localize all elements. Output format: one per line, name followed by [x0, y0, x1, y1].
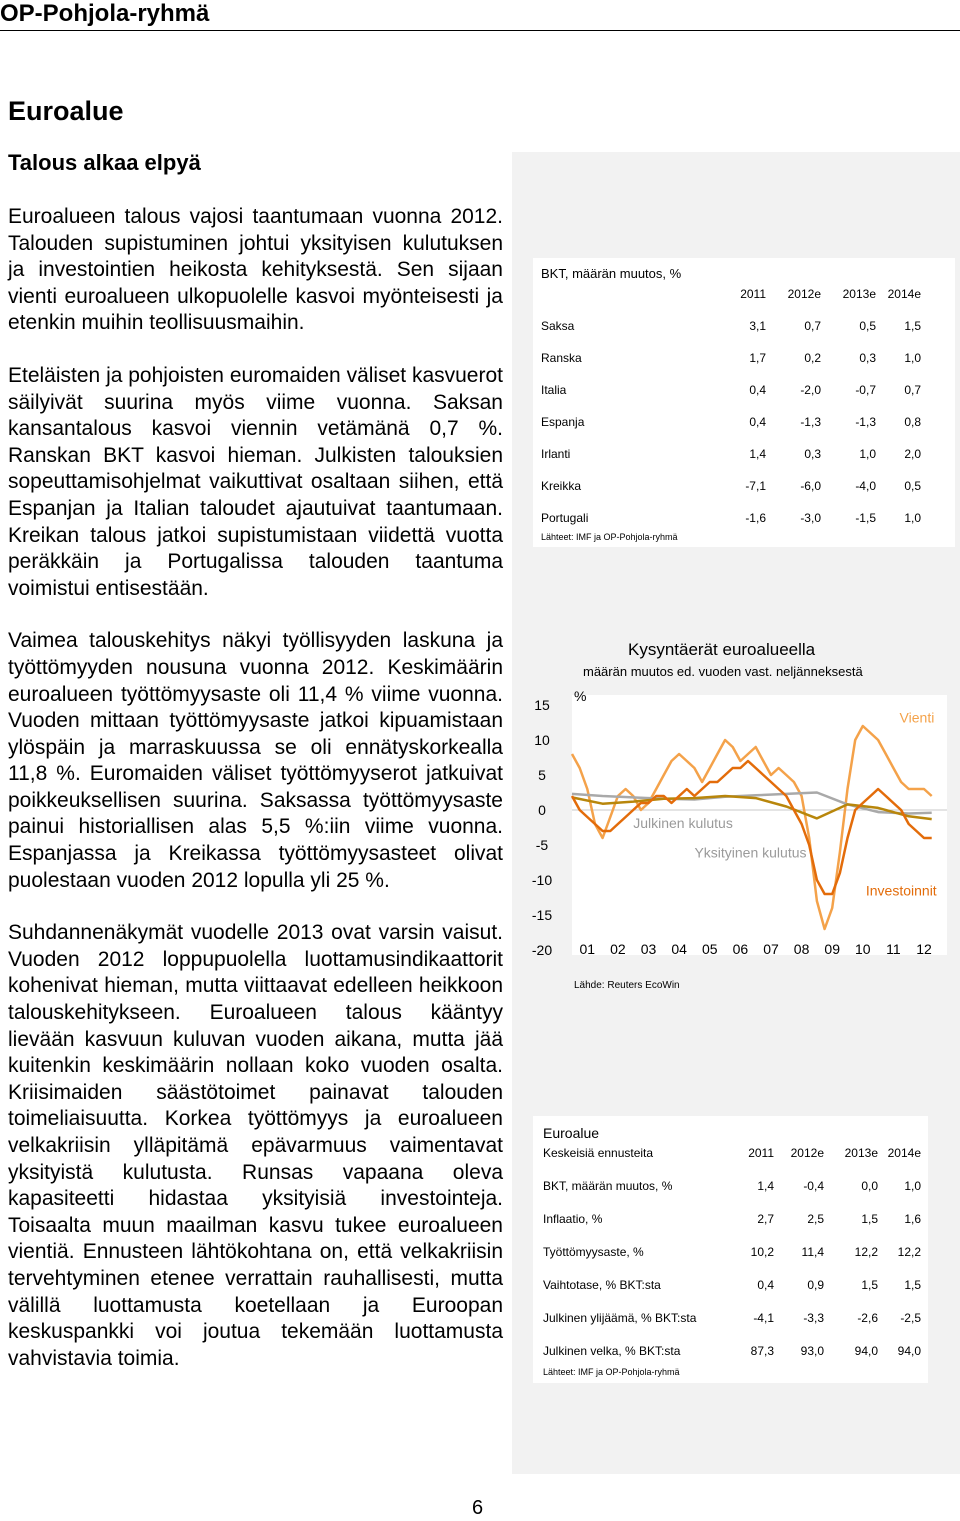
row-label: Vaihtotase, % BKT:sta [543, 1277, 661, 1292]
cell: 0,8 [904, 415, 921, 429]
forecast-header-row [543, 1136, 921, 1169]
cell: 0,4 [749, 383, 766, 397]
year-header: 2011 [748, 1145, 774, 1160]
cell: -1,6 [745, 511, 766, 525]
x-tick-label: 12 [916, 941, 932, 957]
cell: 1,5 [861, 1211, 878, 1226]
table-row [543, 1169, 921, 1202]
paragraph: Suhdannenäkymät vuodelle 2013 ovat varsin vaisut. Vuoden 2012 loppupuolella luottamusindikaattorit kohenivat hieman, mutta viittaavat edelleen heikkoon talouskehitykseen. Euroalueen talous kääntyy lievään kasvuun kuluvan vuoden aikana, mutta jää kuitenkin keskimäärin nollaan koko vuoden osalta. Kriisimaiden säästötoimet painavat talouden toimeliaisuutta. Korkea työttömyys ja euroalueen velkakriisin ylläpitämä epävarmuus vaimentavat yksityistä kulutusta. Runsas vapaana oleva kapasiteetti hidastaa yksityisiä investointeja. Toisaalta muun maailman kasvu tukee euroalueen vientiä. Ennusteen lähtökohtana on, että velkakriisin tervehtyminen etenee verrattain rauhallisesti, mutta välillä luottamusta koetellaan ja Euroopan keskuspankki voi joutua tekemään luottamusta vahvistavia toimia. [8, 921, 503, 1370]
y-tick-label: 5 [538, 767, 546, 783]
demand-chart [512, 680, 960, 1010]
cell: -0,4 [803, 1178, 824, 1193]
table-row [541, 310, 921, 342]
cell: 1,0 [904, 351, 921, 365]
row-label: Julkinen ylijäämä, % BKT:sta [543, 1310, 697, 1325]
forecast-subtitle: Keskeisiä ennusteita [543, 1145, 654, 1160]
cell: 1,5 [861, 1277, 878, 1292]
table-row [543, 1268, 921, 1301]
table-row [541, 470, 921, 502]
cell: 0,9 [807, 1277, 824, 1292]
series-label: Yksityinen kulutus [694, 844, 807, 861]
cell: 2,0 [904, 447, 921, 461]
cell: 94,0 [854, 1343, 878, 1358]
x-tick-label: 11 [886, 941, 901, 957]
series-label: Investoinnit [865, 882, 937, 899]
row-label: Julkinen velka, % BKT:sta [543, 1343, 681, 1358]
forecast-title: Euroalue [543, 1125, 600, 1141]
x-tick-label: 06 [732, 941, 749, 957]
row-label: Työttömyysaste, % [543, 1244, 644, 1259]
cell: 1,0 [904, 1178, 921, 1193]
chart-source: Lähde: Reuters EcoWin [574, 980, 680, 991]
cell: -1,3 [855, 415, 876, 429]
table-row [543, 1202, 921, 1235]
y-tick-label: -10 [531, 872, 553, 888]
year-header: 2011 [740, 287, 766, 301]
x-tick-label: 01 [579, 941, 596, 957]
x-tick-label: 02 [610, 941, 626, 957]
y-tick-label: -15 [531, 907, 553, 923]
forecast-table-source: Lähteet: IMF ja OP-Pohjola-ryhmä [543, 1367, 680, 1377]
cell: 94,0 [897, 1343, 921, 1358]
cell: 0,7 [904, 383, 921, 397]
cell: 1,4 [749, 447, 766, 461]
cell: 1,5 [904, 1277, 921, 1292]
chart-subtitle: määrän muutos ed. vuoden vast. neljänneksestä [583, 664, 863, 679]
forecast-table-box [533, 1116, 928, 1383]
cell: 1,4 [757, 1178, 774, 1193]
brand-header: OP-Pohjola-ryhmä [0, 0, 210, 27]
cell: 0,4 [757, 1277, 774, 1292]
cell: 1,0 [859, 447, 876, 461]
x-tick-label: 08 [793, 941, 810, 957]
series-label: Vienti [899, 709, 935, 726]
table-row [543, 1301, 921, 1334]
year-header: 2012e [790, 1145, 824, 1160]
x-tick-label: 09 [824, 941, 840, 957]
year-header: 2014e [887, 287, 921, 301]
article-body [8, 204, 503, 1372]
year-header: 2013e [844, 1145, 878, 1160]
forecast-table [543, 1136, 921, 1367]
table-row [541, 438, 921, 470]
cell: -3,3 [803, 1310, 824, 1325]
header-rule [0, 30, 960, 31]
x-tick-label: 05 [701, 941, 718, 957]
gdp-table-header-row [541, 278, 921, 310]
cell: -1,5 [855, 511, 876, 525]
cell: 87,3 [750, 1343, 774, 1358]
year-header: 2012e [787, 287, 821, 301]
cell: 0,3 [804, 447, 821, 461]
country-label: Espanja [541, 415, 585, 429]
cell: 93,0 [800, 1343, 824, 1358]
cell: -7,1 [745, 479, 766, 493]
paragraph: Eteläisten ja pohjoisten euromaiden väliset kasvuerot säilyivät suurina myös viime vuonna. Saksan kansantalous kasvoi viennin vetämänä 0,7 %. Ranskan BKT kasvoi hieman. Julkisten talouksien sopeuttamisohjelmat vaikuttivat osaltaan siihen, että Espanjan ja Italian taloudet ajautuivat taantumaan. Kreikan talous jatkoi supistumistaan viidettä vuotta peräkkäin ja Portugalissa talouden taantuma voimistui entisestään. [8, 363, 503, 600]
y-tick-label: 15 [534, 697, 550, 713]
y-axis-unit-label: % [574, 688, 587, 704]
cell: -4,0 [855, 479, 876, 493]
table-row [541, 406, 921, 438]
x-tick-label: 03 [640, 941, 657, 957]
cell: 3,1 [749, 319, 766, 333]
cell: -2,5 [900, 1310, 921, 1325]
gdp-table [541, 278, 921, 534]
gdp-table-title: BKT, määrän muutos, % [541, 266, 682, 281]
cell: 0,3 [859, 351, 876, 365]
table-row [543, 1334, 921, 1367]
gdp-table-box [533, 258, 955, 547]
cell: -4,1 [753, 1310, 774, 1325]
row-label: Inflaatio, % [543, 1211, 603, 1226]
x-tick-label: 07 [763, 941, 779, 957]
y-tick-label: -5 [535, 837, 549, 853]
cell: -2,0 [800, 383, 821, 397]
table-row [543, 1235, 921, 1268]
cell: 2,7 [757, 1211, 774, 1226]
y-tick-label: 10 [534, 732, 550, 748]
page-number: 6 [472, 1497, 484, 1519]
row-label: BKT, määrän muutos, % [543, 1178, 673, 1193]
cell: 0,5 [859, 319, 876, 333]
series-label: Julkinen kulutus [633, 815, 733, 832]
country-label: Kreikka [541, 479, 582, 493]
table-row [541, 342, 921, 374]
x-tick-label: 10 [855, 941, 871, 957]
cell: 2,5 [807, 1211, 824, 1226]
country-label: Portugali [541, 511, 589, 525]
paragraph: Euroalueen talous vajosi taantumaan vuonna 2012. Talouden supistuminen johtui yksityisen kulutuksen ja investointien heikosta kehityksestä. Sen sijaan vienti euroalueen ulkopuolelle kasvoi myönteisesti ja etenkin muihin teollisuusmaihin. [8, 205, 503, 335]
section-subtitle: Talous alkaa elpyä [8, 150, 201, 175]
year-header: 2013e [842, 287, 876, 301]
cell: 0,2 [804, 351, 821, 365]
cell: -6,0 [800, 479, 821, 493]
y-tick-label: 0 [538, 802, 546, 818]
chart-title: Kysyntäerät euroalueella [628, 640, 816, 659]
cell: 0,4 [749, 415, 766, 429]
gdp-table-source: Lähteet: IMF ja OP-Pohjola-ryhmä [541, 532, 678, 542]
section-title: Euroalue [8, 96, 124, 126]
cell: 1,5 [904, 319, 921, 333]
cell: -0,7 [855, 383, 876, 397]
cell: 1,0 [904, 511, 921, 525]
y-tick-label: -20 [531, 942, 553, 958]
paragraph: Vaimea talouskehitys näkyi työllisyyden laskuna ja työttömyyden nousuna vuonna 2012. Keskimäärin euroalueen työttömyysaste oli 11,4 % viime vuonna. Vuoden mittaan työttömyysaste jatkoi kipuamistaan ylöspäin ja marraskuussa se oli ennätyskorkealla 11,8 %. Euromaiden väliset työttömyyserot jatkuivat poikkeuksellisen suurina. Saksassa työttömyysaste painui historiallisen alas 5,5 %:iin viime vuonna. Espanjassa ja Kreikassa työttömyysasteet olivat puolestaan vuoden 2012 lopulla yli 25 %. [8, 629, 503, 892]
cell: 1,7 [749, 351, 766, 365]
table-row [541, 502, 921, 534]
cell: 10,2 [750, 1244, 774, 1259]
country-label: Saksa [541, 319, 575, 333]
cell: 11,4 [801, 1244, 824, 1259]
country-label: Italia [541, 383, 567, 397]
cell: 1,6 [904, 1211, 921, 1226]
cell: 0,0 [861, 1178, 878, 1193]
country-label: Irlanti [541, 447, 571, 461]
year-header: 2014e [887, 1145, 921, 1160]
cell: -2,6 [857, 1310, 878, 1325]
table-row [541, 374, 921, 406]
cell: 12,2 [897, 1244, 921, 1259]
cell: 12,2 [854, 1244, 878, 1259]
plot-area [572, 695, 947, 955]
country-label: Ranska [541, 351, 582, 365]
cell: -3,0 [800, 511, 821, 525]
cell: 0,7 [804, 319, 821, 333]
cell: -1,3 [800, 415, 821, 429]
cell: 0,5 [904, 479, 921, 493]
x-tick-label: 04 [671, 941, 687, 957]
